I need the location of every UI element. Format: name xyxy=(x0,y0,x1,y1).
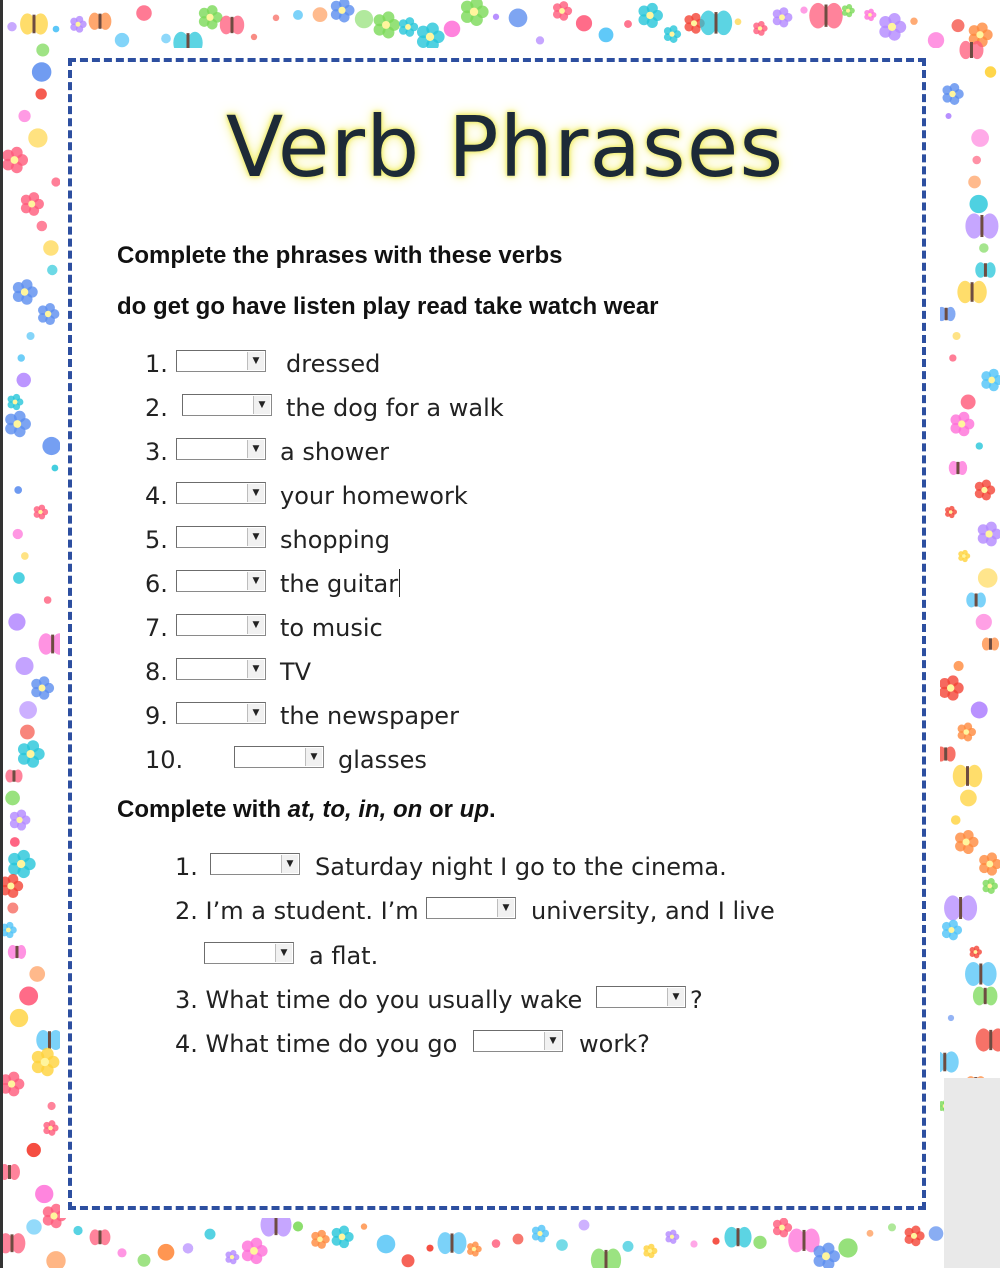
window-background-strip xyxy=(944,1078,1000,1268)
answer-dropdown-5[interactable] xyxy=(176,526,266,548)
answer-dropdown-8[interactable] xyxy=(176,658,266,680)
heading-or: or xyxy=(422,796,460,823)
chevron-down-icon[interactable]: ▼ xyxy=(247,616,264,634)
phrase-text: to music xyxy=(280,614,383,642)
answer-dropdown-2[interactable] xyxy=(182,394,272,416)
phrase-text: dressed xyxy=(286,350,381,378)
chevron-down-icon[interactable]: ▼ xyxy=(544,1032,561,1050)
heading-text: Complete with xyxy=(117,796,288,823)
question-text: Saturday night I go to the cinema. xyxy=(315,853,727,881)
prep-dropdown-4[interactable] xyxy=(596,986,686,1008)
item-number: 7. xyxy=(145,614,168,642)
question-text: 2. I’m a student. I’m xyxy=(175,897,419,925)
answer-dropdown-7[interactable] xyxy=(176,614,266,636)
chevron-down-icon[interactable]: ▼ xyxy=(247,660,264,678)
item-number: 3. xyxy=(145,438,168,466)
item-number: 5. xyxy=(145,526,168,554)
item-number: 4. xyxy=(145,482,168,510)
chevron-down-icon[interactable]: ▼ xyxy=(247,572,264,590)
prep-dropdown-1[interactable] xyxy=(210,853,300,875)
item-number: 8. xyxy=(145,658,168,686)
chevron-down-icon[interactable]: ▼ xyxy=(497,899,514,917)
chevron-down-icon[interactable]: ▼ xyxy=(275,944,292,962)
chevron-down-icon[interactable]: ▼ xyxy=(247,440,264,458)
question-text: ? xyxy=(690,986,703,1014)
phrase-text: shopping xyxy=(280,526,390,554)
answer-dropdown-10[interactable] xyxy=(234,746,324,768)
question-text: a flat. xyxy=(309,942,379,970)
phrase-text: your homework xyxy=(280,482,468,510)
answer-dropdown-3[interactable] xyxy=(176,438,266,460)
heading-up: up xyxy=(459,796,489,823)
item-number: 1. xyxy=(145,350,168,378)
item-number: 6. xyxy=(145,570,168,598)
text-cursor xyxy=(399,569,400,597)
instruction-line: Complete the phrases with these verbs xyxy=(117,242,563,269)
verb-list: do get go have listen play read take watch wear xyxy=(117,293,659,320)
answer-dropdown-6[interactable] xyxy=(176,570,266,592)
chevron-down-icon[interactable]: ▼ xyxy=(281,855,298,873)
chevron-down-icon[interactable]: ▼ xyxy=(247,352,264,370)
chevron-down-icon[interactable]: ▼ xyxy=(667,988,684,1006)
phrase-text: TV xyxy=(280,658,312,686)
heading-options: at, to, in, on xyxy=(287,796,423,823)
answer-dropdown-4[interactable] xyxy=(176,482,266,504)
phrase-text: a shower xyxy=(280,438,389,466)
answer-dropdown-1[interactable] xyxy=(176,350,266,372)
question-text: 3. What time do you usually wake xyxy=(175,986,583,1014)
phrase-text: the newspaper xyxy=(280,702,459,730)
page-title: Verb Phrases xyxy=(225,98,785,196)
question-text: work? xyxy=(579,1030,650,1058)
item-number: 10. xyxy=(145,746,184,774)
chevron-down-icon[interactable]: ▼ xyxy=(247,704,264,722)
prep-dropdown-3[interactable] xyxy=(204,942,294,964)
chevron-down-icon[interactable]: ▼ xyxy=(247,484,264,502)
question-text: 4. What time do you go xyxy=(175,1030,458,1058)
chevron-down-icon[interactable]: ▼ xyxy=(305,748,322,766)
prep-dropdown-5[interactable] xyxy=(473,1030,563,1052)
item-number: 2. xyxy=(145,394,168,422)
answer-dropdown-9[interactable] xyxy=(176,702,266,724)
phrase-text xyxy=(280,568,400,600)
item-number: 1. xyxy=(175,853,198,881)
chevron-down-icon[interactable]: ▼ xyxy=(247,528,264,546)
item-number: 9. xyxy=(145,702,168,730)
heading-end: . xyxy=(489,796,496,823)
phrase-text: the dog for a walk xyxy=(286,394,504,422)
chevron-down-icon[interactable]: ▼ xyxy=(253,396,270,414)
phrase-text: glasses xyxy=(338,746,427,774)
prep-dropdown-2[interactable] xyxy=(426,897,516,919)
part2-heading xyxy=(117,796,496,824)
question-text: university, and I live xyxy=(531,897,775,925)
phrase-text-value: the guitar xyxy=(280,570,399,598)
